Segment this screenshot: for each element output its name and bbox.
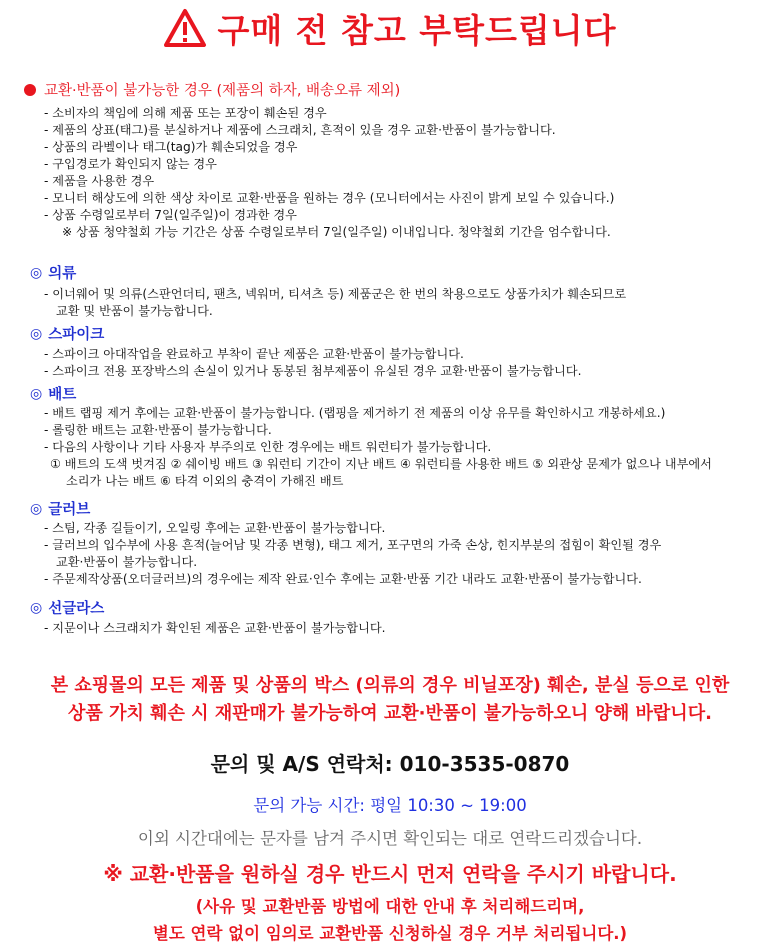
section-bat-title: ◎ 배트 <box>30 385 77 403</box>
page-title <box>0 4 780 52</box>
double-circle-icon: ◎ <box>30 385 43 402</box>
contact-label: 문의 및 A/S 연락처: <box>210 752 393 776</box>
section-line: - 글러브의 입수부에 사용 흔적(늘어남 및 각종 변형), 태그 제거, 포구면의 가죽 손상, 힌지부분의 접힘이 확인될 경우 <box>44 538 662 552</box>
section-clothing-title: ◎ 의류 <box>30 264 77 282</box>
section-line: - 이너웨어 및 의류(스판언더티, 팬츠, 넥워머, 티셔츠 등) 제품군은 한 번의 착용으로도 상품가치가 훼손되므로 <box>44 287 627 301</box>
exchange-item: - 소비자의 책임에 의해 제품 또는 포장이 훼손된 경우 <box>44 106 327 120</box>
final-sub-2: 별도 연락 없이 임의로 교환반품 신청하실 경우 거부 처리됩니다.) <box>152 924 628 943</box>
warning-triangle-icon <box>163 8 207 48</box>
section-line: - 주문제작상품(오더글러브)의 경우에는 제작 완료·인수 후에는 교환·반품 기간 내라도 교환·반품이 불가능합니다. <box>44 572 642 586</box>
exchange-section-title <box>24 79 400 100</box>
page-title-text: 구매 전 참고 부탁드립니다 <box>217 10 617 50</box>
section-line: - 배트 랩핑 제거 후에는 교환·반품이 불가능합니다. (랩핑을 제거하기 전 제품의 이상 유무를 확인하시고 개봉하세요.) <box>44 406 666 420</box>
contact-other: 이외 시간대에는 문자를 남겨 주시면 확인되는 대로 연락드리겠습니다. <box>137 829 643 848</box>
final-sub-1: (사유 및 교환반품 방법에 대한 안내 후 처리해드리며, <box>195 897 585 916</box>
exchange-title-text: 교환·반품이 불가능한 경우 (제품의 하자, 배송오류 제외) <box>44 83 401 99</box>
notice-line-2: 상품 가치 훼손 시 재판매가 불가능하여 교환·반품이 불가능하오니 양해 바랍니다. <box>68 703 712 724</box>
final-main: ※ 교환·반품을 원하실 경우 반드시 먼저 연락을 주시기 바랍니다. <box>103 862 677 886</box>
notice-line-1: 본 쇼핑몰의 모든 제품 및 상품의 박스 (의류의 경우 비닐포장) 훼손, 분실 등으로 인한 <box>50 675 730 696</box>
section-spike-title: ◎ 스파이크 <box>30 325 105 343</box>
exchange-item: - 제품을 사용한 경우 <box>44 174 155 188</box>
exchange-item: - 제품의 상표(태그)를 분실하거나 제품에 스크래치, 흔적이 있을 경우 교환·반품이 불가능합니다. <box>44 123 556 137</box>
exchange-item: - 상품의 라벨이나 태그(tag)가 훼손되었을 경우 <box>44 140 298 154</box>
section-line: - 스파이크 아대작업을 완료하고 부착이 끝난 제품은 교환·반품이 불가능합니다. <box>44 347 464 361</box>
section-line: - 스파이크 전용 포장박스의 손실이 있거나 동봉된 첨부제품이 유실된 경우 교환·반품이 불가능합니다. <box>44 364 582 378</box>
double-circle-icon: ◎ <box>30 325 43 342</box>
red-dot-icon <box>24 84 36 96</box>
section-sunglasses-title: ◎ 선글라스 <box>30 599 105 617</box>
exchange-item: - 상품 수령일로부터 7일(일주일)이 경과한 경우 <box>44 208 297 222</box>
section-glove-title: ◎ 글러브 <box>30 500 91 518</box>
section-line: - 롤링한 배트는 교환·반품이 불가능합니다. <box>44 423 272 437</box>
double-circle-icon: ◎ <box>30 264 43 281</box>
section-line: - 다음의 사항이나 기타 사용자 부주의로 인한 경우에는 배트 워런티가 불가능합니다. <box>44 440 492 454</box>
exchange-item: - 구입경로가 확인되지 않는 경우 <box>44 157 217 171</box>
section-line: ① 배트의 도색 벗겨짐 ② 쉐이빙 배트 ③ 워런티 기간이 지난 배트 ④ 워런티를 사용한 배트 ⑤ 외관상 문제가 없으나 내부에서 <box>50 457 712 471</box>
section-line: 교환·반품이 불가능합니다. <box>56 555 198 569</box>
double-circle-icon: ◎ <box>30 599 43 616</box>
exchange-item: - 모니터 해상도에 의한 색상 차이로 교환·반품을 원하는 경우 (모니터에서는 사진이 밝게 보일 수 있습니다.) <box>44 191 615 205</box>
contact-line <box>0 748 780 777</box>
double-circle-icon: ◎ <box>30 500 43 517</box>
section-line: - 스팀, 각종 길들이기, 오일링 후에는 교환·반품이 불가능합니다. <box>44 521 386 535</box>
exchange-note: ※ 상품 청약철회 가능 기간은 상품 수령일로부터 7일(일주일) 이내입니다. 청약철회 기간을 엄수합니다. <box>62 225 611 239</box>
contact-hours: 문의 가능 시간: 평일 10:30 ~ 19:00 <box>253 796 527 815</box>
section-line: - 지문이나 스크래치가 확인된 제품은 교환·반품이 불가능합니다. <box>44 621 386 635</box>
section-line: 교환 및 반품이 불가능합니다. <box>56 304 213 318</box>
contact-phone: 010-3535-0870 <box>399 752 570 776</box>
section-line: 소리가 나는 배트 ⑥ 타격 이외의 충격이 가해진 배트 <box>66 474 344 488</box>
